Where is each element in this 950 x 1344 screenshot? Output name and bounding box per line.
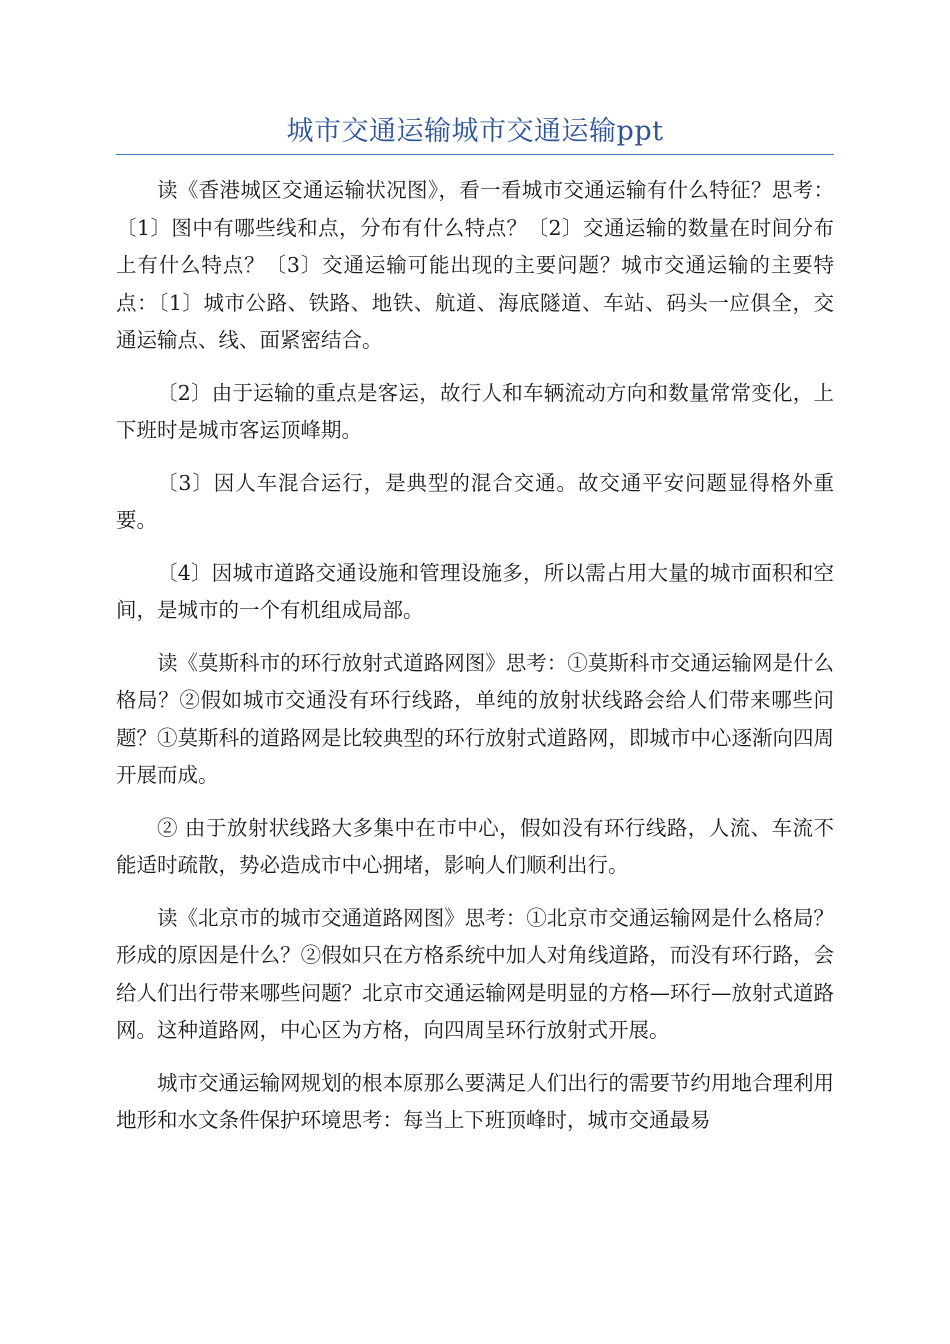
paragraph: 读《莫斯科市的环行放射式道路网图》思考：①莫斯科市交通运输网是什么格局？②假如城市交通没有环行线路，单纯的放射状线路会给人们带来哪些问题？①莫斯科的道路网是比较典型的环行放射式道路网，即城市中心逐渐向四周开展而成。 bbox=[116, 650, 834, 787]
document-title: 城市交通运输城市交通运输ppt bbox=[286, 116, 664, 147]
title-underline bbox=[116, 154, 834, 155]
paragraph: 〔3〕因人车混合运行，是典型的混合交通。故交通平安问题显得格外重要。 bbox=[116, 470, 834, 532]
document-body bbox=[116, 172, 834, 1155]
paragraph: ② 由于放射状线路大多集中在市中心，假如没有环行线路，人流、车流不能适时疏散，势必造成市中心拥堵，影响人们顺利出行。 bbox=[116, 815, 834, 877]
paragraph: 读《香港城区交通运输状况图》，看一看城市交通运输有什么特征？思考：〔1〕图中有哪些线和点，分布有什么特点？〔2〕交通运输的数量在时间分布上有什么特点？〔3〕交通运输可能出现的主要问题？城市交通运输的主要特点：〔1〕城市公路、铁路、地铁、航道、海底隧道、车站、码头一应俱全，交通运输点、线、面紧密结合。 bbox=[116, 178, 834, 352]
paragraph: 城市交通运输网规划的根本原那么要满足人们出行的需要节约用地合理利用地形和水文条件保护环境思考：每当上下班顶峰时，城市交通最易 bbox=[116, 1070, 834, 1132]
paragraph: 〔4〕因城市道路交通设施和管理设施多，所以需占用大量的城市面积和空间，是城市的一个有机组成局部。 bbox=[116, 560, 834, 622]
paragraph: 〔2〕由于运输的重点是客运，故行人和车辆流动方向和数量常常变化，上下班时是城市客运顶峰期。 bbox=[116, 380, 834, 442]
paragraph: 读《北京市的城市交通道路网图》思考：①北京市交通运输网是什么格局？形成的原因是什么？②假如只在方格系统中加人对角线道路，而没有环行路，会给人们出行带来哪些问题？北京市交通运输网是明显的方格—环行—放射式道路网。这种道路网，中心区为方格，向四周呈环行放射式开展。 bbox=[116, 905, 834, 1042]
